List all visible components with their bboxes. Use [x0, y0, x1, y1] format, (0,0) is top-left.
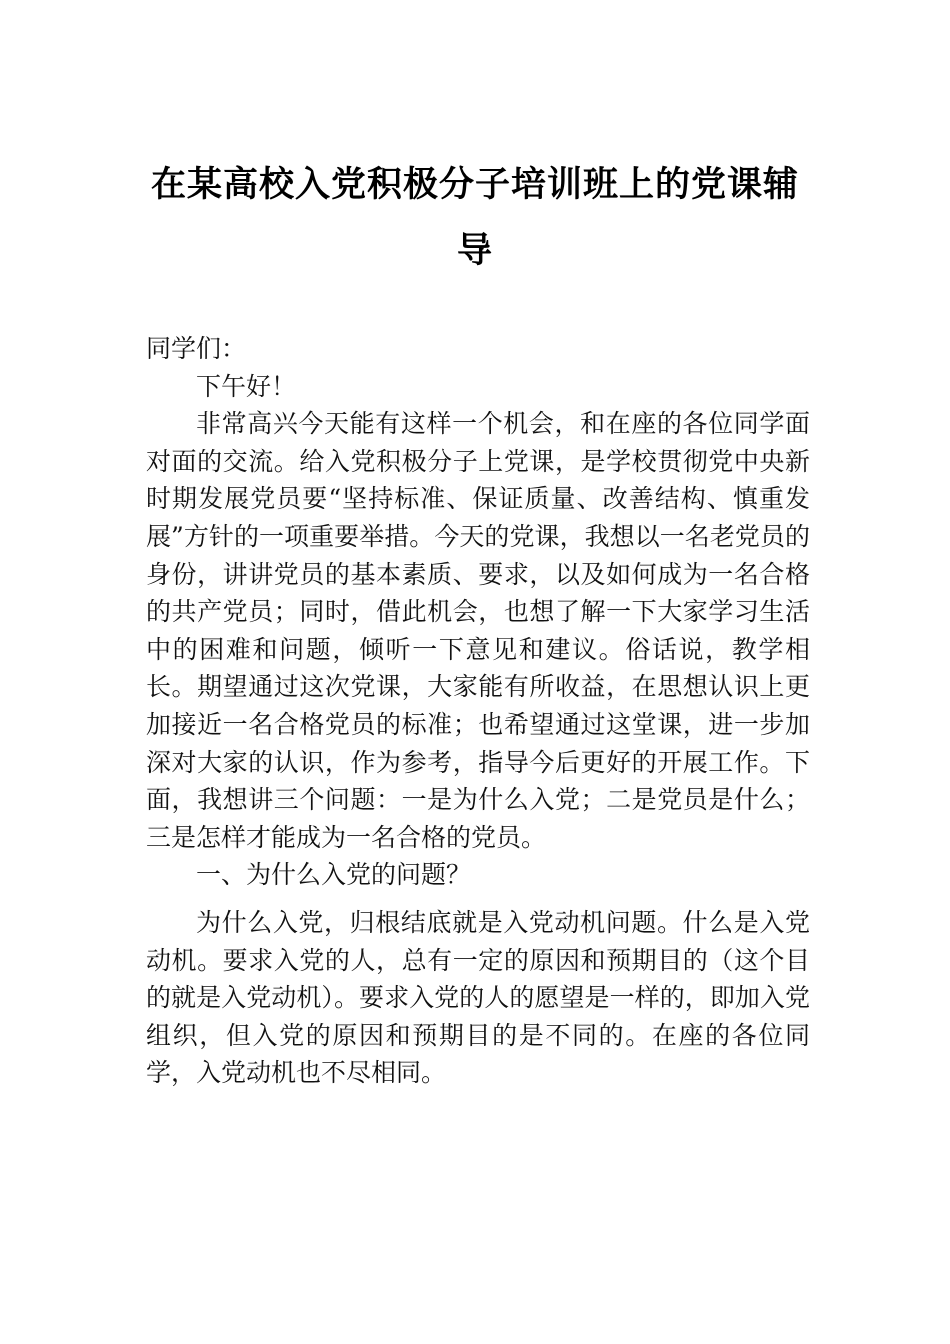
paragraph-section-1: 为什么入党，归根结底就是入党动机问题。什么是入党动机。要求入党的人，总有一定的原因和预期目的（这个目的就是入党动机）。要求入党的人的愿望是一样的，即加入党组织，但入党的原因和预期目的是不同的。在座的各位同学，入党动机也不尽相同。 [146, 907, 810, 1088]
paragraph-intro: 非常高兴今天能有这样一个机会，和在座的各位同学面对面的交流。给入党积极分子上党课，是学校贯彻党中央新时期发展党员要“坚持标准、保证质量、改善结构、慎重发展”方针的一项重要举措。今天的党课，我想以一名老党员的身份，讲讲党员的基本素质、要求，以及如何成为一名合格的共产党员；同时，借此机会，也想了解一下大家学习生活中的困难和问题，倾听一下意见和建议。俗话说，教学相长。期望通过这次党课，大家能有所收益，在思想认识上更加接近一名合格党员的标准；也希望通过这堂课，进一步加深对大家的认识，作为参考，指导今后更好的开展工作。下面，我想讲三个问题：一是为什么入党；二是党员是什么； 三是怎样才能成为一名合格的党员。 [146, 409, 810, 852]
document-body [146, 330, 810, 1092]
document-title: 在某高校入党积极分子培训班上的党课辅导 [150, 165, 799, 271]
greeting: 下午好！ [196, 371, 297, 401]
section-heading-1: 一、为什么入党的问题？ [196, 860, 472, 890]
salutation: 同学们： [146, 334, 247, 363]
